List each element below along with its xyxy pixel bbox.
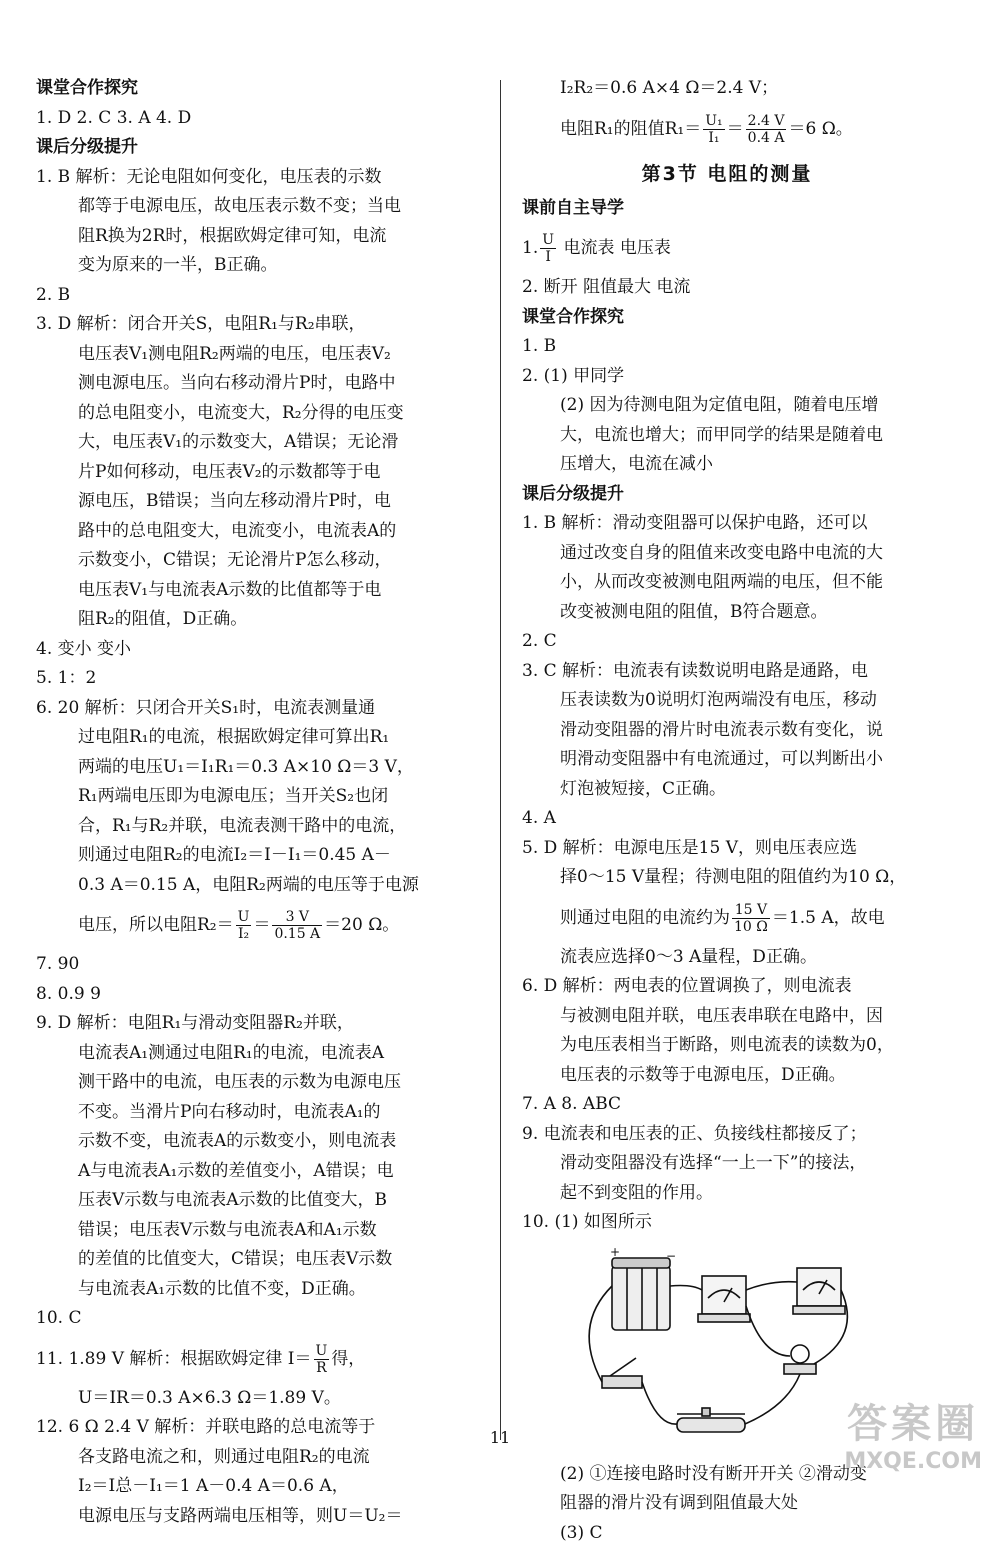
denominator: 10 Ω bbox=[732, 919, 770, 935]
formula-text: 11. 1.89 V 解析：根据欧姆定律 I＝ bbox=[36, 1349, 312, 1369]
numerator: 15 V bbox=[732, 902, 770, 919]
fraction bbox=[236, 909, 252, 942]
answer-line: 示数不变，电流表A的示数变小，则电流表 bbox=[36, 1127, 476, 1157]
answer-line: 电压表V₁与电流表A示数的比值都等于电 bbox=[36, 576, 476, 606]
answer-line: 10. (1) 如图所示 bbox=[522, 1208, 932, 1238]
heading-classroom: 课堂合作探究 bbox=[36, 74, 476, 104]
answer-line: 2. (1) 甲同学 bbox=[522, 362, 932, 392]
watermark-logo bbox=[844, 1392, 982, 1474]
heading-classroom: 课堂合作探究 bbox=[522, 303, 932, 333]
formula-line bbox=[522, 223, 932, 273]
answer-line: 压表V示数与电流表A示数的比值变大，B bbox=[36, 1186, 476, 1216]
formula-text: 得， bbox=[331, 1349, 365, 1369]
answer-line: 6. 20 解析：只闭合开关S₁时，电流表测量通 bbox=[36, 694, 476, 724]
formula-text: 则通过电阻的电流约为 bbox=[560, 908, 730, 928]
fraction bbox=[746, 113, 787, 146]
heading-after-class: 课后分级提升 bbox=[36, 133, 476, 163]
answer-line: 都等于电源电压，故电压表示数不变；当电 bbox=[36, 192, 476, 222]
answer-line: 改变被测电阻的阻值，B符合题意。 bbox=[522, 598, 932, 628]
answer-line: 压表读数为0说明灯泡两端没有电压，移动 bbox=[522, 686, 932, 716]
answer-line: 10. C bbox=[36, 1304, 476, 1334]
answer-line: 源电压，B错误；当向左移动滑片P时，电 bbox=[36, 487, 476, 517]
answer-line: 滑动变阻器没有选择“一上一下”的接法， bbox=[522, 1149, 932, 1179]
answer-line: 7. 90 bbox=[36, 950, 476, 980]
bulb-icon bbox=[784, 1345, 816, 1374]
formula-line bbox=[36, 1334, 476, 1384]
answer-line: 9. D 解析：电阻R₁与滑动变阻器R₂并联， bbox=[36, 1009, 476, 1039]
answer-line: 各支路电流之和，则通过电阻R₂的电流 bbox=[36, 1443, 476, 1473]
answer-line: 择0～15 V量程；待测电阻的阻值约为10 Ω， bbox=[522, 863, 932, 893]
formula-text: 电流表 电压表 bbox=[558, 238, 671, 258]
answer-line: 测干路中的电流，电压表的示数为电源电压 bbox=[36, 1068, 476, 1098]
answer-line: (3) C bbox=[522, 1519, 932, 1548]
answer-line: 大，电流也增大；而甲同学的结果是随着电 bbox=[522, 421, 932, 451]
watermark-url: MXQE.COM bbox=[844, 1449, 982, 1474]
answer-line: 明滑动变阻器中有电流通过，可以判断出小 bbox=[522, 745, 932, 775]
denominator: R bbox=[314, 1360, 330, 1376]
denominator: I bbox=[540, 249, 556, 265]
answer-line: (2) ①连接电路时没有断开开关 ②滑动变 bbox=[522, 1460, 932, 1490]
answer-line: 大，电压表V₁的示数变大，A错误；无论滑 bbox=[36, 428, 476, 458]
switch-icon bbox=[602, 1358, 642, 1388]
denominator: I₁ bbox=[703, 130, 724, 146]
numerator: U bbox=[314, 1343, 330, 1360]
voltmeter-icon bbox=[793, 1268, 845, 1314]
fraction bbox=[703, 113, 724, 146]
answer-line: 0.3 A＝0.15 A，电阻R₂两端的电压等于电源 bbox=[36, 871, 476, 901]
answer-line: 为电压表相当于断路，则电流表的读数为0， bbox=[522, 1031, 932, 1061]
formula-text: 电阻R₁的阻值R₁＝ bbox=[560, 119, 701, 139]
page-number: 11 bbox=[0, 1428, 1000, 1447]
numerator: 3 V bbox=[272, 909, 322, 926]
answer-line: 1. D 2. C 3. A 4. D bbox=[36, 104, 476, 134]
formula-line bbox=[522, 893, 932, 943]
answer-line: 2. 断开 阻值最大 电流 bbox=[522, 273, 932, 303]
denominator: 0.15 A bbox=[272, 926, 322, 942]
heading-after-class: 课后分级提升 bbox=[522, 480, 932, 510]
formula-line: 电阻R₁的阻值R₁＝ $\frac{\text{U₁}}{\text{I₁}}$ ＝ $\frac{2.4 V}{0.4 A}$ ＝6 Ω。 bbox=[522, 104, 932, 154]
answer-line: 5. 1：2 bbox=[36, 664, 476, 694]
fraction bbox=[732, 902, 770, 935]
answer-line: 电源电压与支路两端电压相等，则U＝U₂＝ bbox=[36, 1502, 476, 1532]
answer-line: 2. B bbox=[36, 281, 476, 311]
circuit-diagram-svg bbox=[552, 1246, 882, 1456]
answer-line: 4. A bbox=[522, 804, 932, 834]
circuit-diagram bbox=[552, 1246, 882, 1456]
formula-line: 电压，所以电阻R₂＝ $\frac{U}{\text{I₂}}$ ＝ $\frac{3 V}{0.15 A}$ ＝20 Ω。 bbox=[36, 900, 476, 950]
answer-line: 通过改变自身的阻值来改变电路中电流的大 bbox=[522, 539, 932, 569]
left-column bbox=[36, 74, 476, 1531]
answer-line: U＝IR＝0.3 A×6.3 Ω＝1.89 V。 bbox=[36, 1384, 476, 1414]
numerator: U bbox=[236, 909, 252, 926]
answer-line: 阻R换为2R时，根据欧姆定律可知，电流 bbox=[36, 222, 476, 252]
answer-line: 阻R₂的阻值，D正确。 bbox=[36, 605, 476, 635]
column-divider bbox=[500, 80, 501, 1440]
answer-line: 小，从而改变被测电阻两端的电压，但不能 bbox=[522, 568, 932, 598]
answer-line: 流表应选择0～3 A量程，D正确。 bbox=[522, 943, 932, 973]
answer-line: 灯泡被短接，C正确。 bbox=[522, 775, 932, 805]
formula-text: ＝1.5 A，故电 bbox=[772, 908, 885, 928]
answer-line: A与电流表A₁示数的差值变小，A错误；电 bbox=[36, 1157, 476, 1187]
right-column bbox=[522, 74, 932, 1548]
answer-line: 片P如何移动，电压表V₂的示数都等于电 bbox=[36, 458, 476, 488]
answer-line: 电流表A₁测通过电阻R₁的电流，电流表A bbox=[36, 1039, 476, 1069]
answer-line: 9. 电流表和电压表的正、负接线柱都接反了； bbox=[522, 1120, 932, 1150]
answer-line: 测电源电压。当向右移动滑片P时，电路中 bbox=[36, 369, 476, 399]
answer-line: 起不到变阻的作用。 bbox=[522, 1179, 932, 1209]
answer-line: 与被测电阻并联，电压表串联在电路中，因 bbox=[522, 1002, 932, 1032]
fraction bbox=[540, 232, 556, 265]
formula-text: ＝20 Ω。 bbox=[324, 915, 399, 935]
answer-line: 阻器的滑片没有调到阻值最大处 bbox=[522, 1489, 932, 1519]
fraction bbox=[314, 1343, 330, 1376]
watermark-text: 答案圈 bbox=[844, 1392, 982, 1449]
numerator: U₁ bbox=[703, 113, 724, 130]
numerator: U bbox=[540, 232, 556, 249]
section-title: 第3节 电阻的测量 bbox=[522, 154, 932, 194]
answer-line: 的总电阻变小，电流变大，R₂分得的电压变 bbox=[36, 399, 476, 429]
answer-line: 8. 0.9 9 bbox=[36, 980, 476, 1010]
answer-line: 电压表V₁测电阻R₂两端的电压，电压表V₂ bbox=[36, 340, 476, 370]
answer-line: 滑动变阻器的滑片时电流表示数有变化，说 bbox=[522, 716, 932, 746]
answer-line: R₁两端电压即为电源电压；当开关S₂也闭 bbox=[36, 782, 476, 812]
answer-line: 12. 6 Ω 2.4 V 解析：并联电路的总电流等于 bbox=[36, 1413, 476, 1443]
ammeter-icon bbox=[698, 1276, 750, 1322]
answer-line: 电压表的示数等于电源电压，D正确。 bbox=[522, 1061, 932, 1091]
answer-line: 3. D 解析：闭合开关S，电阻R₁与R₂串联， bbox=[36, 310, 476, 340]
answer-line: 路中的总电阻变大，电流变小，电流表A的 bbox=[36, 517, 476, 547]
fraction bbox=[272, 909, 322, 942]
heading-pre-class: 课前自主导学 bbox=[522, 194, 932, 224]
answer-line: 合，R₁与R₂并联，电流表测干路中的电流， bbox=[36, 812, 476, 842]
answer-line: 4. 变小 变小 bbox=[36, 635, 476, 665]
numerator: 2.4 V bbox=[746, 113, 787, 130]
formula-text: ＝6 Ω。 bbox=[788, 119, 852, 139]
answer-line: 示数变小，C错误；无论滑片P怎么移动， bbox=[36, 546, 476, 576]
answer-line: 1. B 解析：滑动变阻器可以保护电路，还可以 bbox=[522, 509, 932, 539]
answer-line: 的差值的比值变大，C错误；电压表V示数 bbox=[36, 1245, 476, 1275]
formula-text: 1. bbox=[522, 238, 538, 258]
answer-line: I₂R₂＝0.6 A×4 Ω＝2.4 V； bbox=[522, 74, 932, 104]
answer-line: (2) 因为待测电阻为定值电阻，随着电压增 bbox=[522, 391, 932, 421]
denominator: 0.4 A bbox=[746, 130, 787, 146]
answer-line: 过电阻R₁的电流，根据欧姆定律可算出R₁ bbox=[36, 723, 476, 753]
svg-text:−: − bbox=[666, 1249, 676, 1263]
answer-line: 5. D 解析：电源电压是15 V，则电压表应选 bbox=[522, 834, 932, 864]
answer-line: 不变。当滑片P向右移动时，电流表A₁的 bbox=[36, 1098, 476, 1128]
answer-line: I₂＝I总－I₁＝1 A－0.4 A＝0.6 A， bbox=[36, 1472, 476, 1502]
answer-line: 3. C 解析：电流表有读数说明电路是通路，电 bbox=[522, 657, 932, 687]
answer-line: 压增大，电流在减小 bbox=[522, 450, 932, 480]
denominator: I₂ bbox=[236, 926, 252, 942]
battery-icon bbox=[612, 1258, 670, 1330]
answer-line: 1. B 解析：无论电阻如何变化，电压表的示数 bbox=[36, 163, 476, 193]
answer-line: 6. D 解析：两电表的位置调换了，则电流表 bbox=[522, 972, 932, 1002]
svg-text:+: + bbox=[610, 1246, 620, 1259]
formula-text: 电压，所以电阻R₂＝ bbox=[78, 915, 234, 935]
answer-line: 1. B bbox=[522, 332, 932, 362]
answer-line: 与电流表A₁示数的比值不变，D正确。 bbox=[36, 1275, 476, 1305]
answer-line: 变为原来的一半，B正确。 bbox=[36, 251, 476, 281]
answer-line: 7. A 8. ABC bbox=[522, 1090, 932, 1120]
answer-line: 则通过电阻R₂的电流I₂＝I－I₁＝0.45 A－ bbox=[36, 841, 476, 871]
answer-line: 错误；电压表V示数与电流表A和A₁示数 bbox=[36, 1216, 476, 1246]
answer-line: 两端的电压U₁＝I₁R₁＝0.3 A×10 Ω＝3 V， bbox=[36, 753, 476, 783]
answer-line: 2. C bbox=[522, 627, 932, 657]
